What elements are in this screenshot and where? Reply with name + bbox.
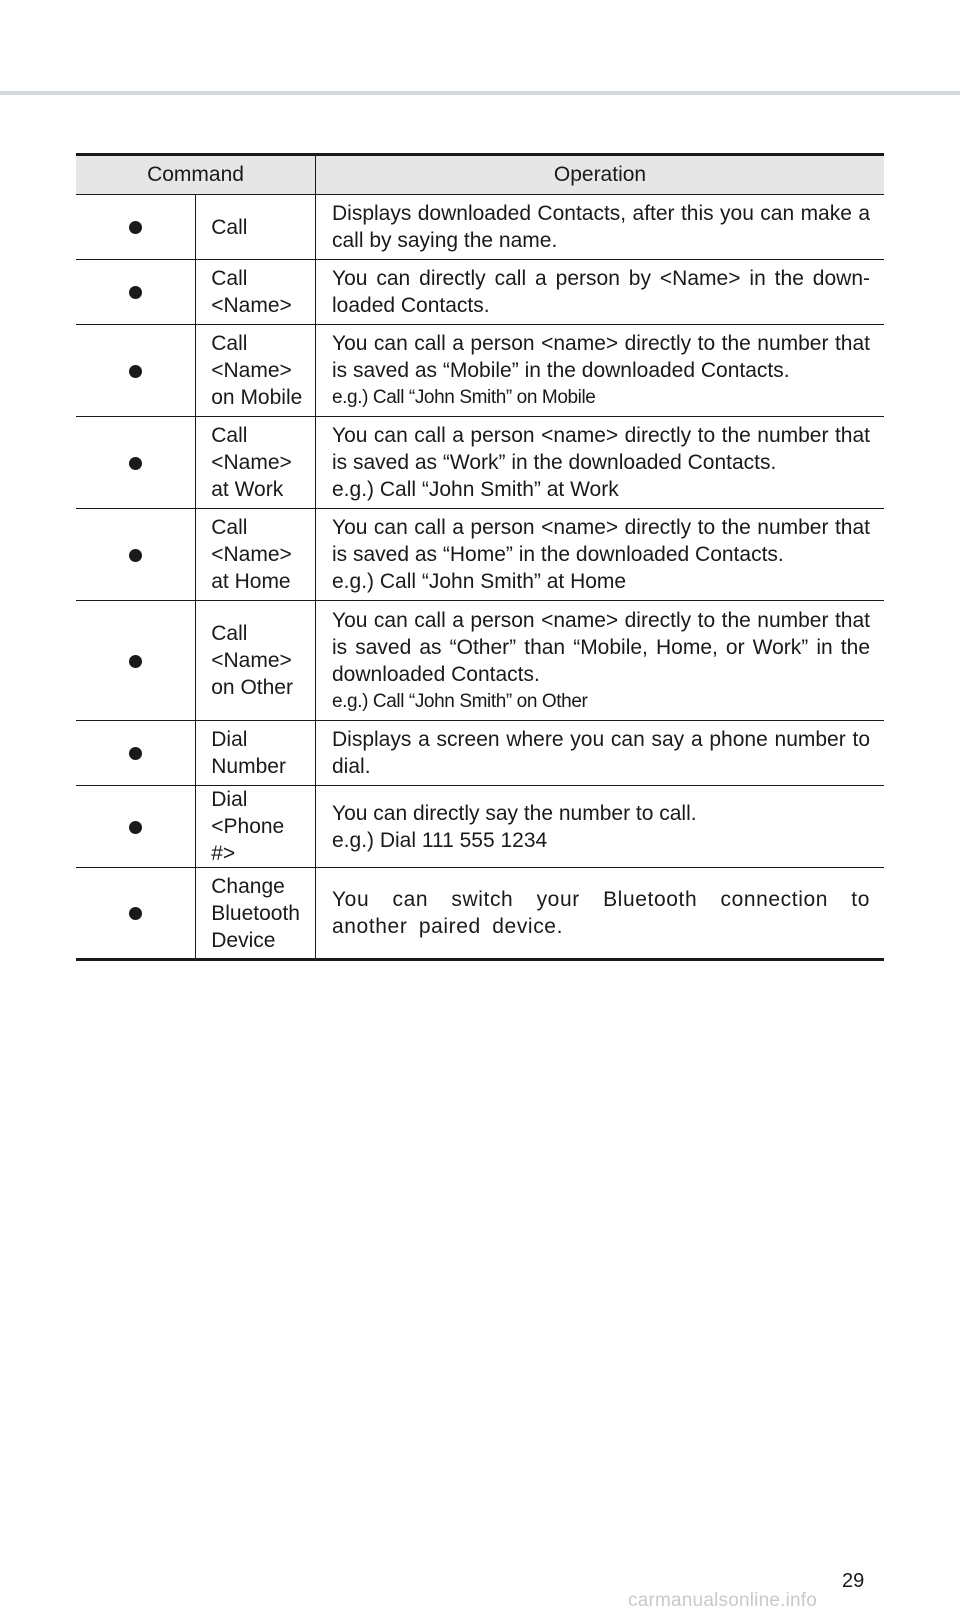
command-column-header: Command [76, 155, 316, 195]
watermark-text: carmanualsonline.info [628, 1590, 818, 1611]
bullet-icon [129, 907, 142, 920]
command-cell: Dial Number [196, 721, 316, 786]
command-cell: Call <Name> on Mobile [196, 325, 316, 417]
example-text: e.g.) Call “John Smith” at Home [332, 570, 627, 593]
operation-text: You can call a person <name> directly to the number that is saved as “Other” than “Mobile, Home, or Work” in the downloaded Contacts. [332, 608, 870, 686]
example-text: e.g.) Dial 111 555 1234 [332, 828, 548, 852]
operation-cell [316, 325, 885, 417]
header-rule [0, 91, 960, 95]
bullet-icon [129, 821, 142, 834]
bullet-icon [129, 655, 142, 668]
operation-text: You can directly say the number to call. [332, 801, 697, 825]
bullet-icon [129, 365, 142, 378]
bullet-icon [129, 549, 142, 562]
command-cell: Call <Name> on Other [196, 601, 316, 721]
operation-cell [316, 721, 885, 786]
operation-cell [316, 195, 885, 260]
table-row [76, 509, 884, 601]
operation-column-header: Operation [316, 155, 885, 195]
table-row [76, 325, 884, 417]
command-cell: Call <Name> at Work [196, 417, 316, 509]
operation-text: Displays downloaded Contacts, after this you can make a call by saying the name. [332, 202, 870, 252]
example-text: e.g.) Call “John Smith” at Work [332, 478, 619, 501]
example-text: e.g.) Call “John Smith” on Other [332, 690, 588, 712]
command-cell: Call <Name> at Home [196, 509, 316, 601]
table-row [76, 417, 884, 509]
bullet-icon [129, 286, 142, 299]
operation-text: You can call a person <name> directly to the number that is saved as “Mobile” in the downloaded Contacts. [332, 332, 870, 382]
operation-cell [316, 601, 885, 721]
bullet-icon [129, 457, 142, 470]
table-row [76, 868, 884, 960]
table-row [76, 721, 884, 786]
table-row [76, 601, 884, 721]
command-cell: Change Bluetooth Device [196, 868, 316, 960]
operation-text: You can directly call a person by <Name> in the down-loaded Contacts. [332, 267, 870, 317]
page-number: 29 [842, 1570, 865, 1592]
bullet-icon [129, 747, 142, 760]
table-row [76, 786, 884, 868]
voice-command-table [76, 153, 884, 961]
operation-text: You can call a person <name> directly to the number that is saved as “Work” in the downloaded Contacts. [332, 424, 870, 474]
bullet-icon [129, 221, 142, 234]
table-row [76, 195, 884, 260]
operation-text: Displays a screen where you can say a phone number to dial. [332, 728, 870, 778]
operation-text: You can switch your Bluetooth connection to another paired device. [332, 888, 870, 938]
operation-cell [316, 260, 885, 325]
operation-text: You can call a person <name> directly to the number that is saved as “Home” in the downloaded Contacts. [332, 516, 870, 566]
operation-cell [316, 509, 885, 601]
operation-cell [316, 786, 885, 868]
command-cell: Call <Name> [196, 260, 316, 325]
operation-cell [316, 417, 885, 509]
table-row [76, 260, 884, 325]
example-text: e.g.) Call “John Smith” on Mobile [332, 387, 596, 408]
operation-cell [316, 868, 885, 960]
command-cell: Call [196, 195, 316, 260]
command-cell: Dial <Phone #> [196, 786, 316, 868]
table-header-row [76, 155, 884, 195]
